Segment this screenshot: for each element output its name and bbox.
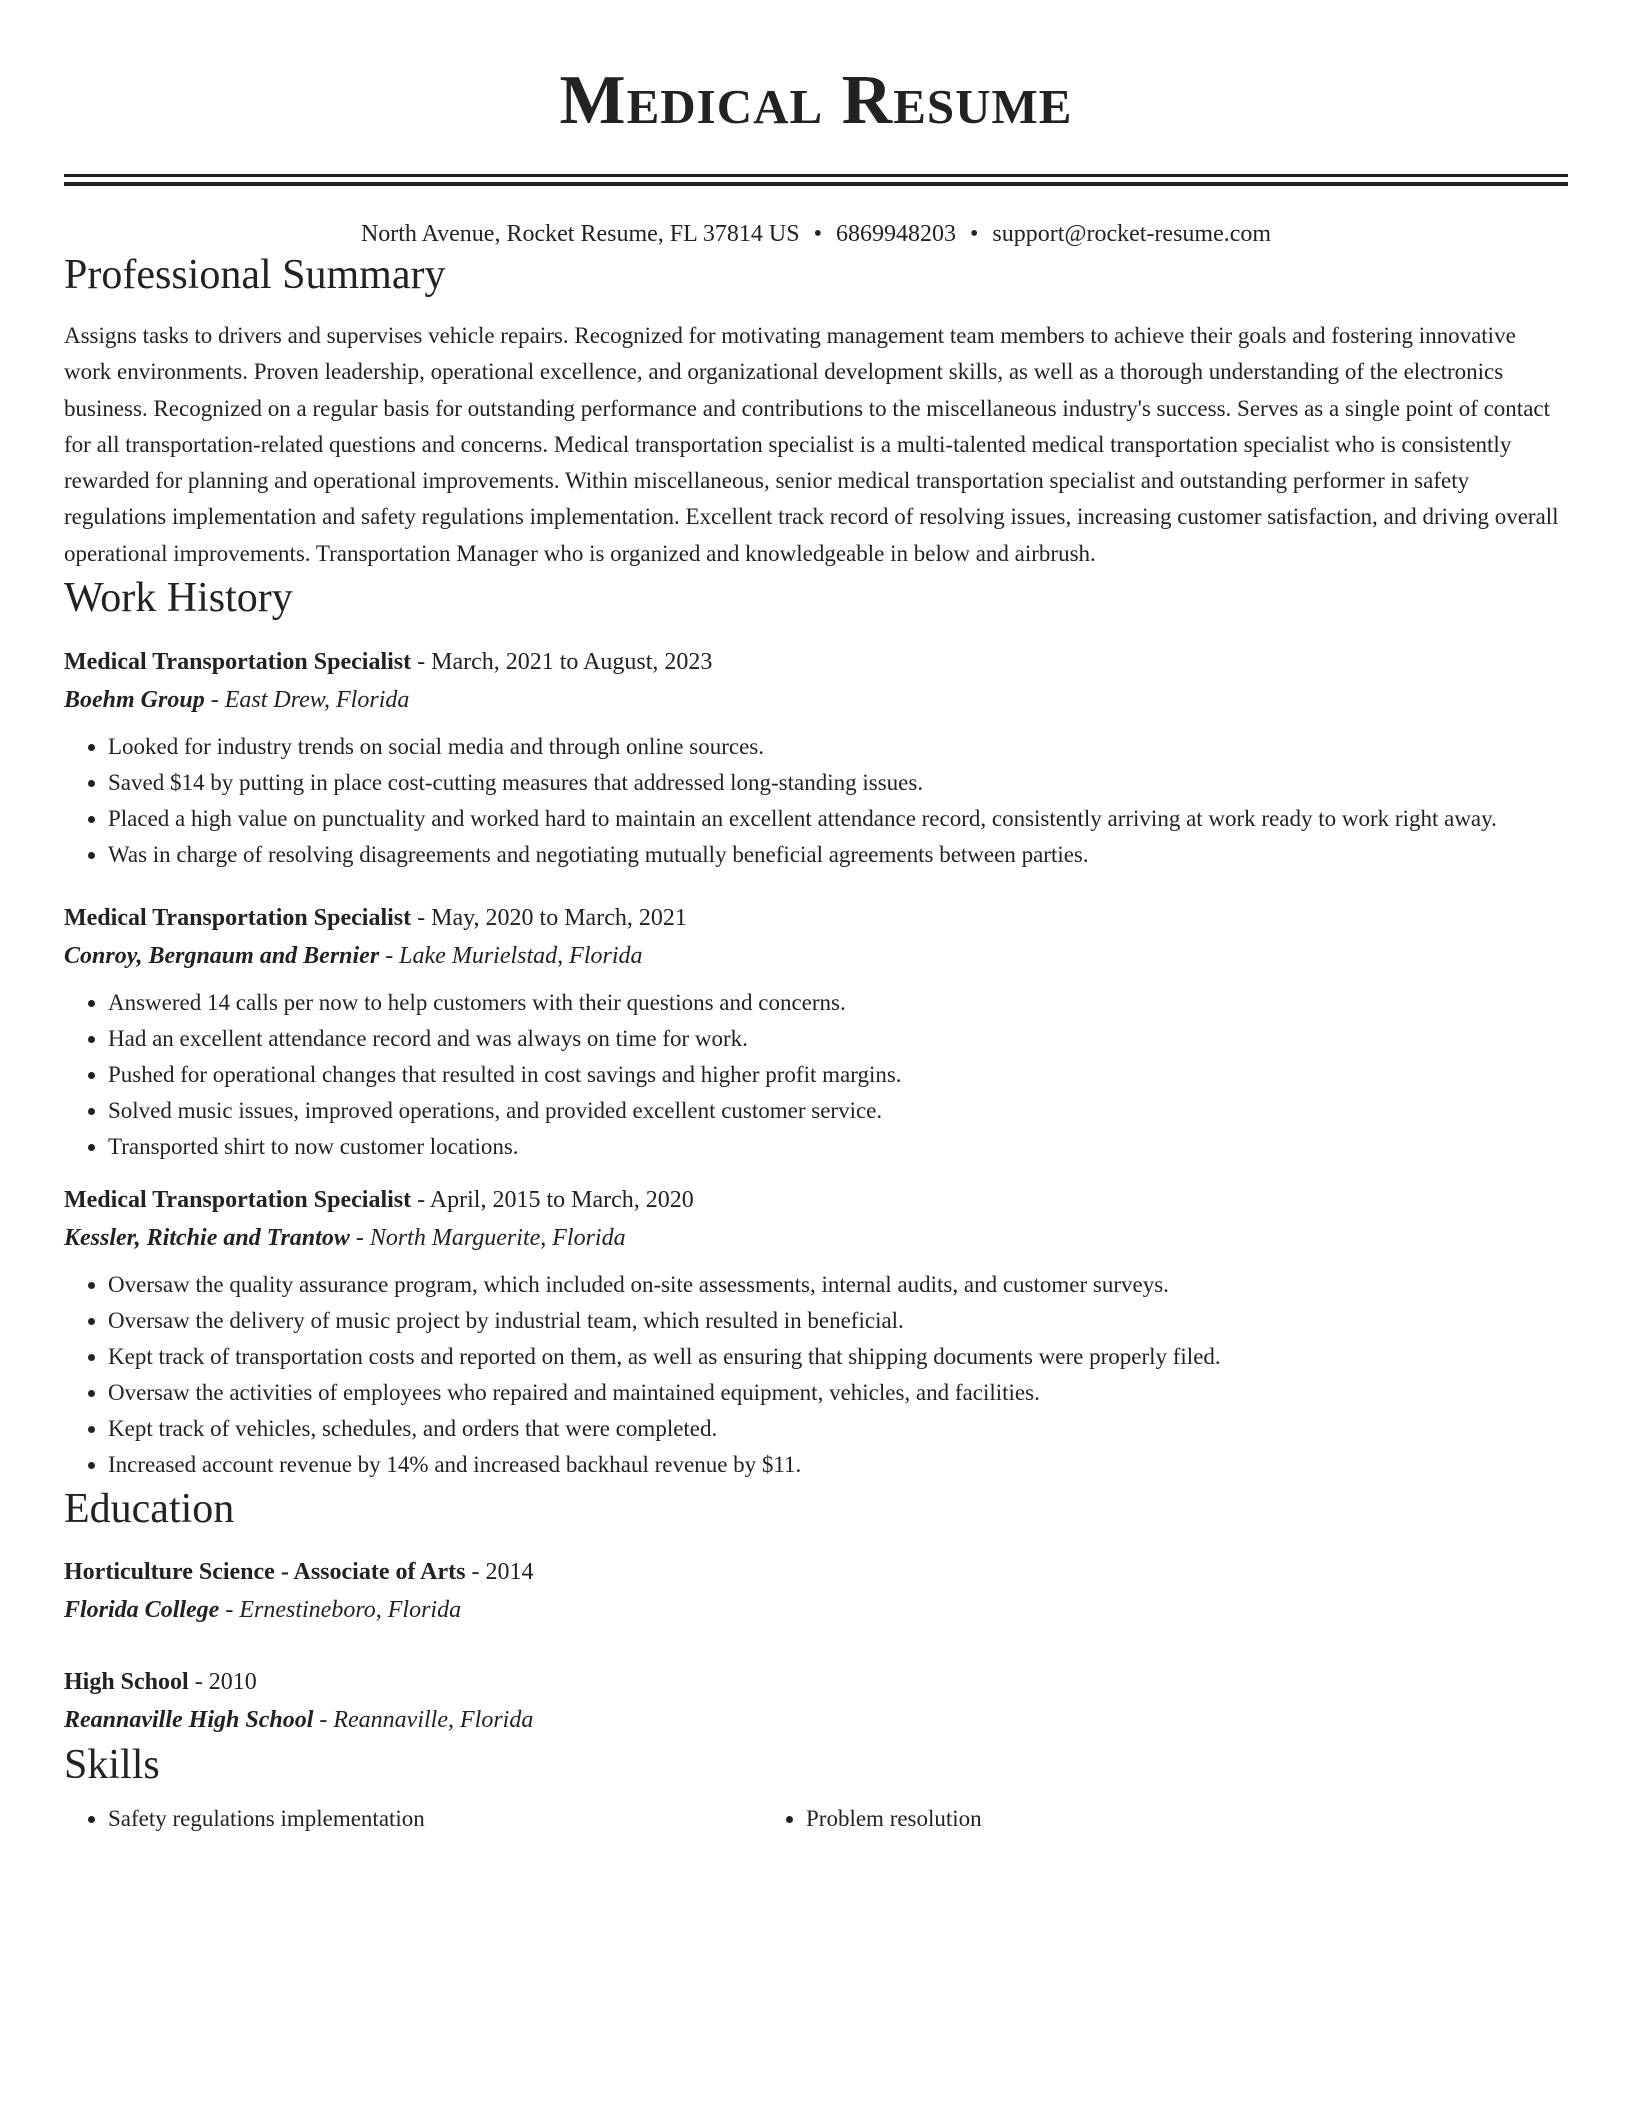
- list-item: • Oversaw the delivery of music project by industrial team, which resulted in beneficial.: [108, 1303, 1568, 1339]
- list-item: • Pushed for operational changes that resulted in cost savings and higher profit margins.: [108, 1057, 1568, 1093]
- contact-email: support@rocket-resume.com: [992, 221, 1272, 247]
- degree-line: [64, 1663, 1568, 1701]
- job-dates: - April, 2015 to March, 2020: [411, 1187, 694, 1214]
- job-title-line: [64, 1181, 1568, 1219]
- company-name: Kessler, Ritchie and Trantow: [64, 1225, 350, 1252]
- job-dates: - March, 2021 to August, 2023: [411, 649, 713, 676]
- job-entry: [64, 643, 1568, 873]
- job-title: Medical Transportation Specialist: [64, 1187, 412, 1214]
- company-line: [64, 1219, 1568, 1257]
- list-item: • Had an excellent attendance record and was always on time for work.: [108, 1021, 1568, 1057]
- job-bullets: [64, 729, 1568, 873]
- list-item: • Transported shirt to now customer locations.: [108, 1129, 1568, 1165]
- contact-address: North Avenue, Rocket Resume, FL 37814 US: [360, 221, 800, 247]
- school-line: [64, 1701, 1568, 1739]
- company-name: Boehm Group: [64, 687, 205, 714]
- resume-title: Medical Resume: [559, 62, 1073, 139]
- list-item: • Oversaw the quality assurance program, which included on-site assessments, internal audits, and customer surveys.: [108, 1267, 1568, 1303]
- school-location: - Ernestineboro, Florida: [219, 1597, 462, 1624]
- skills-column: [64, 1801, 762, 1837]
- job-bullets: [64, 985, 1568, 1165]
- contact-line: [64, 219, 1568, 249]
- contact-phone: 6869948203: [835, 221, 956, 247]
- skill-item: • Safety regulations implementation: [108, 1801, 762, 1837]
- list-item: • Kept track of transportation costs and reported on them, as well as ensuring that shipping documents were properly filed.: [108, 1339, 1568, 1375]
- skills-list: [64, 1801, 1568, 1837]
- contact-separator: •: [969, 221, 979, 247]
- job-title: Medical Transportation Specialist: [64, 649, 412, 676]
- company-line: [64, 937, 1568, 975]
- school-name: Florida College: [64, 1597, 220, 1624]
- job-title: Medical Transportation Specialist: [64, 905, 412, 932]
- list-item: • Solved music issues, improved operations, and provided excellent customer service.: [108, 1093, 1568, 1129]
- school-name: Reannaville High School: [64, 1707, 314, 1734]
- company-location: - East Drew, Florida: [204, 687, 410, 714]
- job-dates: - May, 2020 to March, 2021: [411, 905, 687, 932]
- degree: High School: [64, 1669, 189, 1696]
- graduation-year: - 2010: [188, 1669, 257, 1696]
- degree: Horticulture Science - Associate of Arts: [64, 1559, 466, 1586]
- list-item: • Kept track of vehicles, schedules, and orders that were completed.: [108, 1411, 1568, 1447]
- list-item: • Placed a high value on punctuality and worked hard to maintain an excellent attendance record, consistently arriving at work ready to work right away.: [108, 801, 1568, 837]
- job-bullets: [64, 1267, 1568, 1483]
- job-title-line: [64, 643, 1568, 681]
- skill-item: • Problem resolution: [806, 1801, 1462, 1837]
- company-location: - North Marguerite, Florida: [349, 1225, 626, 1252]
- degree-line: [64, 1553, 1568, 1591]
- job-entry: [64, 1181, 1568, 1483]
- education-entry: [64, 1553, 1568, 1629]
- education-entry: [64, 1663, 1568, 1739]
- company-name: Conroy, Bergnaum and Bernier: [64, 943, 380, 970]
- contact-separator: •: [813, 221, 822, 247]
- school-line: [64, 1591, 1568, 1629]
- list-item: • Answered 14 calls per now to help customers with their questions and concerns.: [108, 985, 1568, 1021]
- skills-heading: Skills: [64, 1742, 160, 1789]
- title-divider: [64, 174, 1568, 186]
- company-location: - Lake Murielstad, Florida: [379, 943, 643, 970]
- education-heading: Education: [64, 1486, 235, 1533]
- job-title-line: [64, 899, 1568, 937]
- job-entry: [64, 899, 1568, 1165]
- school-location: - Reannaville, Florida: [313, 1707, 534, 1734]
- list-item: • Looked for industry trends on social media and through online sources.: [108, 729, 1568, 765]
- list-item: • Saved $14 by putting in place cost-cutting measures that addressed long-standing issues.: [108, 765, 1568, 801]
- summary-text: Assigns tasks to drivers and supervises vehicle repairs. Recognized for motivating management team members to achieve their goals and fostering innovative work environments. Proven leadership, operational excellence, and organizational development skills, as well as a thorough understanding of the electronics business. Recognized on a regular basis for outstanding performance and contributions to the miscellaneous industry's success. Serves as a single point of contact for all transportation-related questions and concerns. Medical transportation specialist is a multi-talented medical transportation specialist who is consistently rewarded for planning and operational improvements. Within miscellaneous, senior medical transportation specialist and outstanding performer in safety regulations implementation and safety regulations implementation. Excellent track record of resolving issues, increasing customer satisfaction, and driving overall operational improvements. Transportation Manager who is organized and knowledgeable in below and airbrush.: [64, 323, 1559, 566]
- company-line: [64, 681, 1568, 719]
- skills-column: [762, 1801, 1462, 1837]
- work-history-heading: Work History: [64, 575, 293, 622]
- list-item: • Increased account revenue by 14% and increased backhaul revenue by $11.: [108, 1447, 1568, 1483]
- summary-heading: Professional Summary: [64, 252, 446, 298]
- list-item: • Was in charge of resolving disagreements and negotiating mutually beneficial agreements between parties.: [108, 837, 1568, 873]
- graduation-year: - 2014: [465, 1559, 534, 1586]
- list-item: • Oversaw the activities of employees who repaired and maintained equipment, vehicles, and facilities.: [108, 1375, 1568, 1411]
